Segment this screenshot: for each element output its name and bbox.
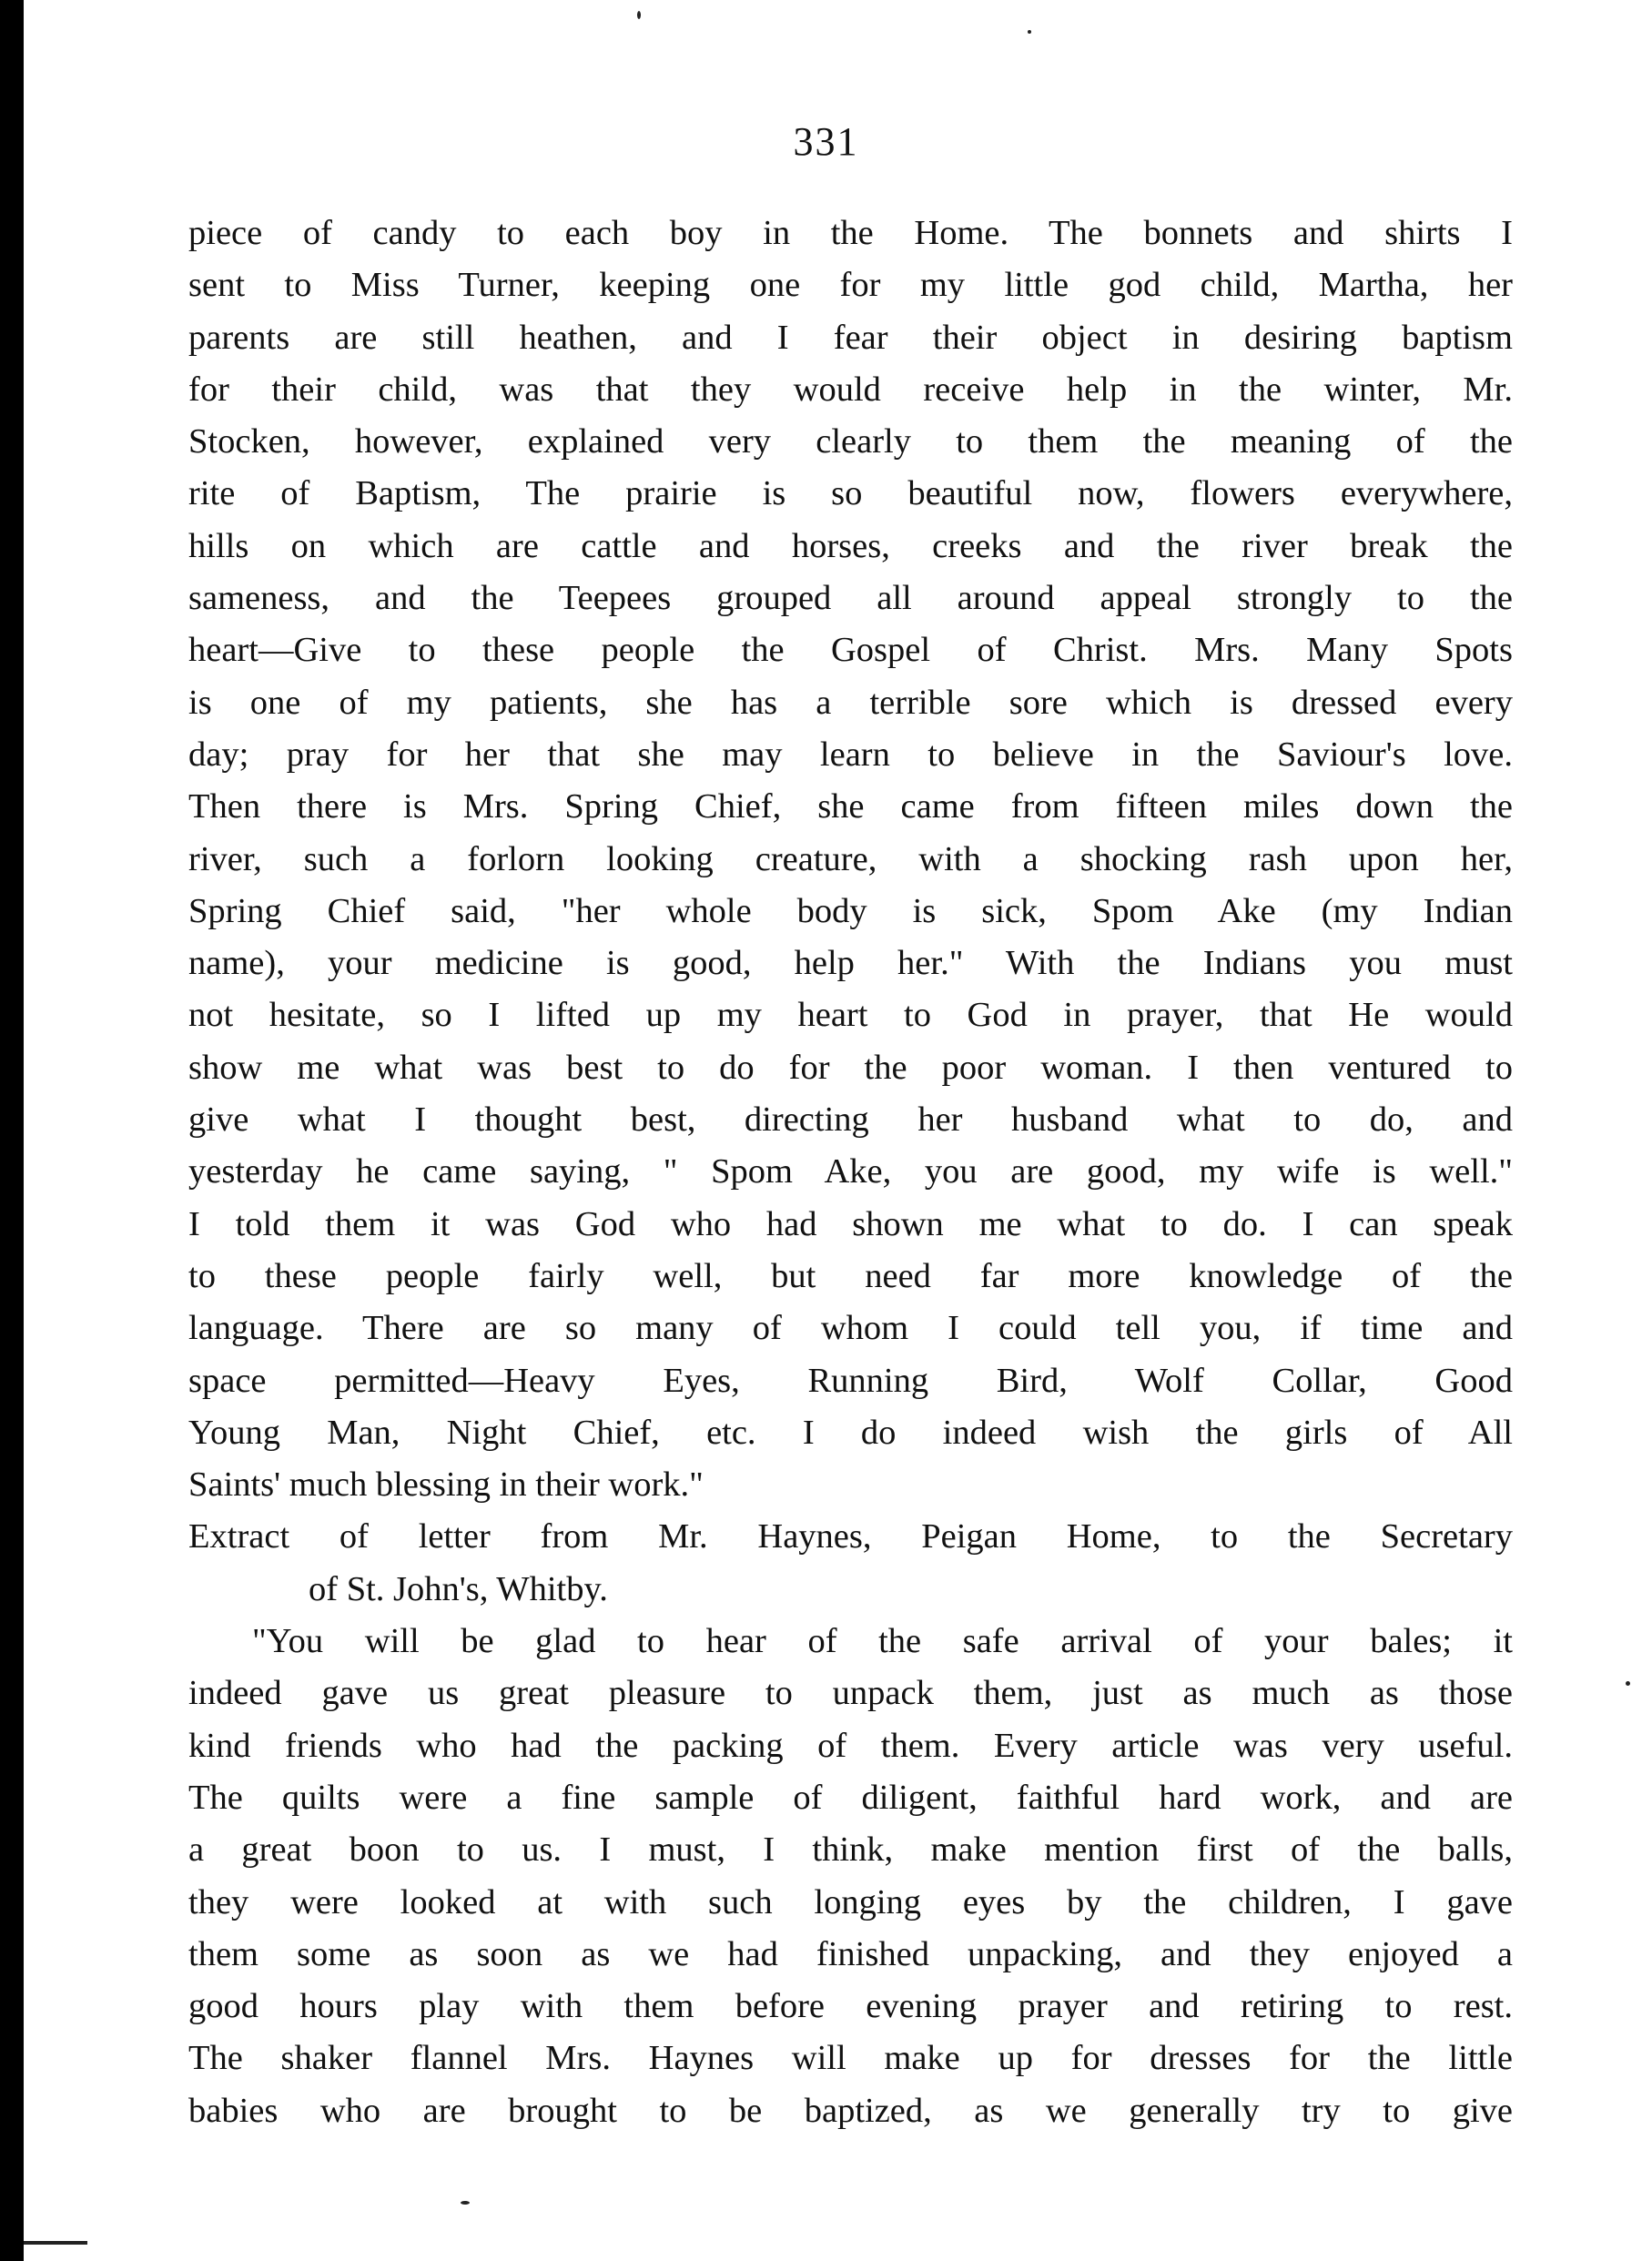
text-line: Extract of letter from Mr. Haynes, Peigan Home, to the Secretary: [188, 1517, 1513, 1556]
text-line: I told them it was God who had shown me what to do. I can speak: [188, 1204, 1513, 1243]
text-line: show me what was best to do for the poor woman. I then ventured to: [188, 1048, 1513, 1087]
text-line: Stocken, however, explained very clearly to them the meaning of the: [188, 422, 1513, 461]
text-line: heart—Give to these people the Gospel of Christ. Mrs. Many Spots: [188, 631, 1513, 670]
text-line: piece of candy to each boy in the Home. The bonnets and shirts I: [188, 214, 1513, 252]
text-line: language. There are so many of whom I could tell you, if time and: [188, 1309, 1513, 1348]
text-line: for their child, was that they would receive help in the winter, Mr.: [188, 370, 1513, 409]
text-line: they were looked at with such longing eyes by the children, I gave: [188, 1882, 1513, 1921]
scan-speck: [1028, 30, 1031, 34]
scan-corner-mark: [24, 2241, 87, 2245]
text-line: parents are still heathen, and I fear their object in desiring baptism: [188, 318, 1513, 357]
text-line: sent to Miss Turner, keeping one for my little god child, Martha, her: [188, 266, 1513, 305]
text-line: them some as soon as we had finished unpacking, and they enjoyed a: [188, 1934, 1513, 1973]
text-line: "You will be glad to hear of the safe arrival of your bales; it: [252, 1622, 1513, 1661]
text-line: indeed gave us great pleasure to unpack them, just as much as those: [188, 1674, 1513, 1713]
text-line: space permitted—Heavy Eyes, Running Bird, Wolf Collar, Good: [188, 1361, 1513, 1400]
text-line: rite of Baptism, The prairie is so beautiful now, flowers everywhere,: [188, 474, 1513, 513]
text-line: Spring Chief said, "her whole body is sick, Spom Ake (my Indian: [188, 891, 1513, 930]
scan-speck: [637, 11, 641, 19]
text-line: not hesitate, so I lifted up my heart to God in prayer, that He would: [188, 996, 1513, 1035]
text-line: day; pray for her that she may learn to believe in the Saviour's love.: [188, 735, 1513, 774]
text-line: yesterday he came saying, " Spom Ake, you are good, my wife is well.": [188, 1152, 1513, 1191]
text-line: good hours play with them before evening prayer and retiring to rest.: [188, 1987, 1513, 2026]
text-line: kind friends who had the packing of them. Every article was very useful.: [188, 1726, 1513, 1765]
text-line: of St. John's, Whitby.: [309, 1569, 608, 1608]
scan-binding-edge: [0, 0, 24, 2261]
text-line: The shaker flannel Mrs. Haynes will make up for dresses for the little: [188, 2039, 1513, 2078]
page-number: 331: [793, 119, 859, 164]
text-line: a great boon to us. I must, I think, make mention first of the balls,: [188, 1830, 1513, 1870]
scan-speck: [1626, 1681, 1630, 1686]
text-line: river, such a forlorn looking creature, with a shocking rash upon her,: [188, 839, 1513, 878]
text-line: give what I thought best, directing her husband what to do, and: [188, 1100, 1513, 1140]
scan-speck: [461, 2201, 470, 2205]
text-line: The quilts were a fine sample of diligent, faithful hard work, and are: [188, 1778, 1513, 1817]
text-line: Then there is Mrs. Spring Chief, she came from fifteen miles down the: [188, 787, 1513, 826]
text-line: is one of my patients, she has a terrible sore which is dressed every: [188, 683, 1513, 722]
body-text: [188, 208, 1513, 2137]
text-line: name), your medicine is good, help her." With the Indians you must: [188, 944, 1513, 983]
text-line: to these people fairly well, but need far more knowledge of the: [188, 1256, 1513, 1295]
text-line: Young Man, Night Chief, etc. I do indeed wish the girls of All: [188, 1413, 1513, 1452]
text-line: Saints' much blessing in their work.": [188, 1465, 704, 1505]
text-line: hills on which are cattle and horses, creeks and the river break the: [188, 526, 1513, 565]
text-line: babies who are brought to be baptized, as we generally try to give: [188, 2091, 1513, 2130]
text-line: sameness, and the Teepees grouped all around appeal strongly to the: [188, 579, 1513, 618]
